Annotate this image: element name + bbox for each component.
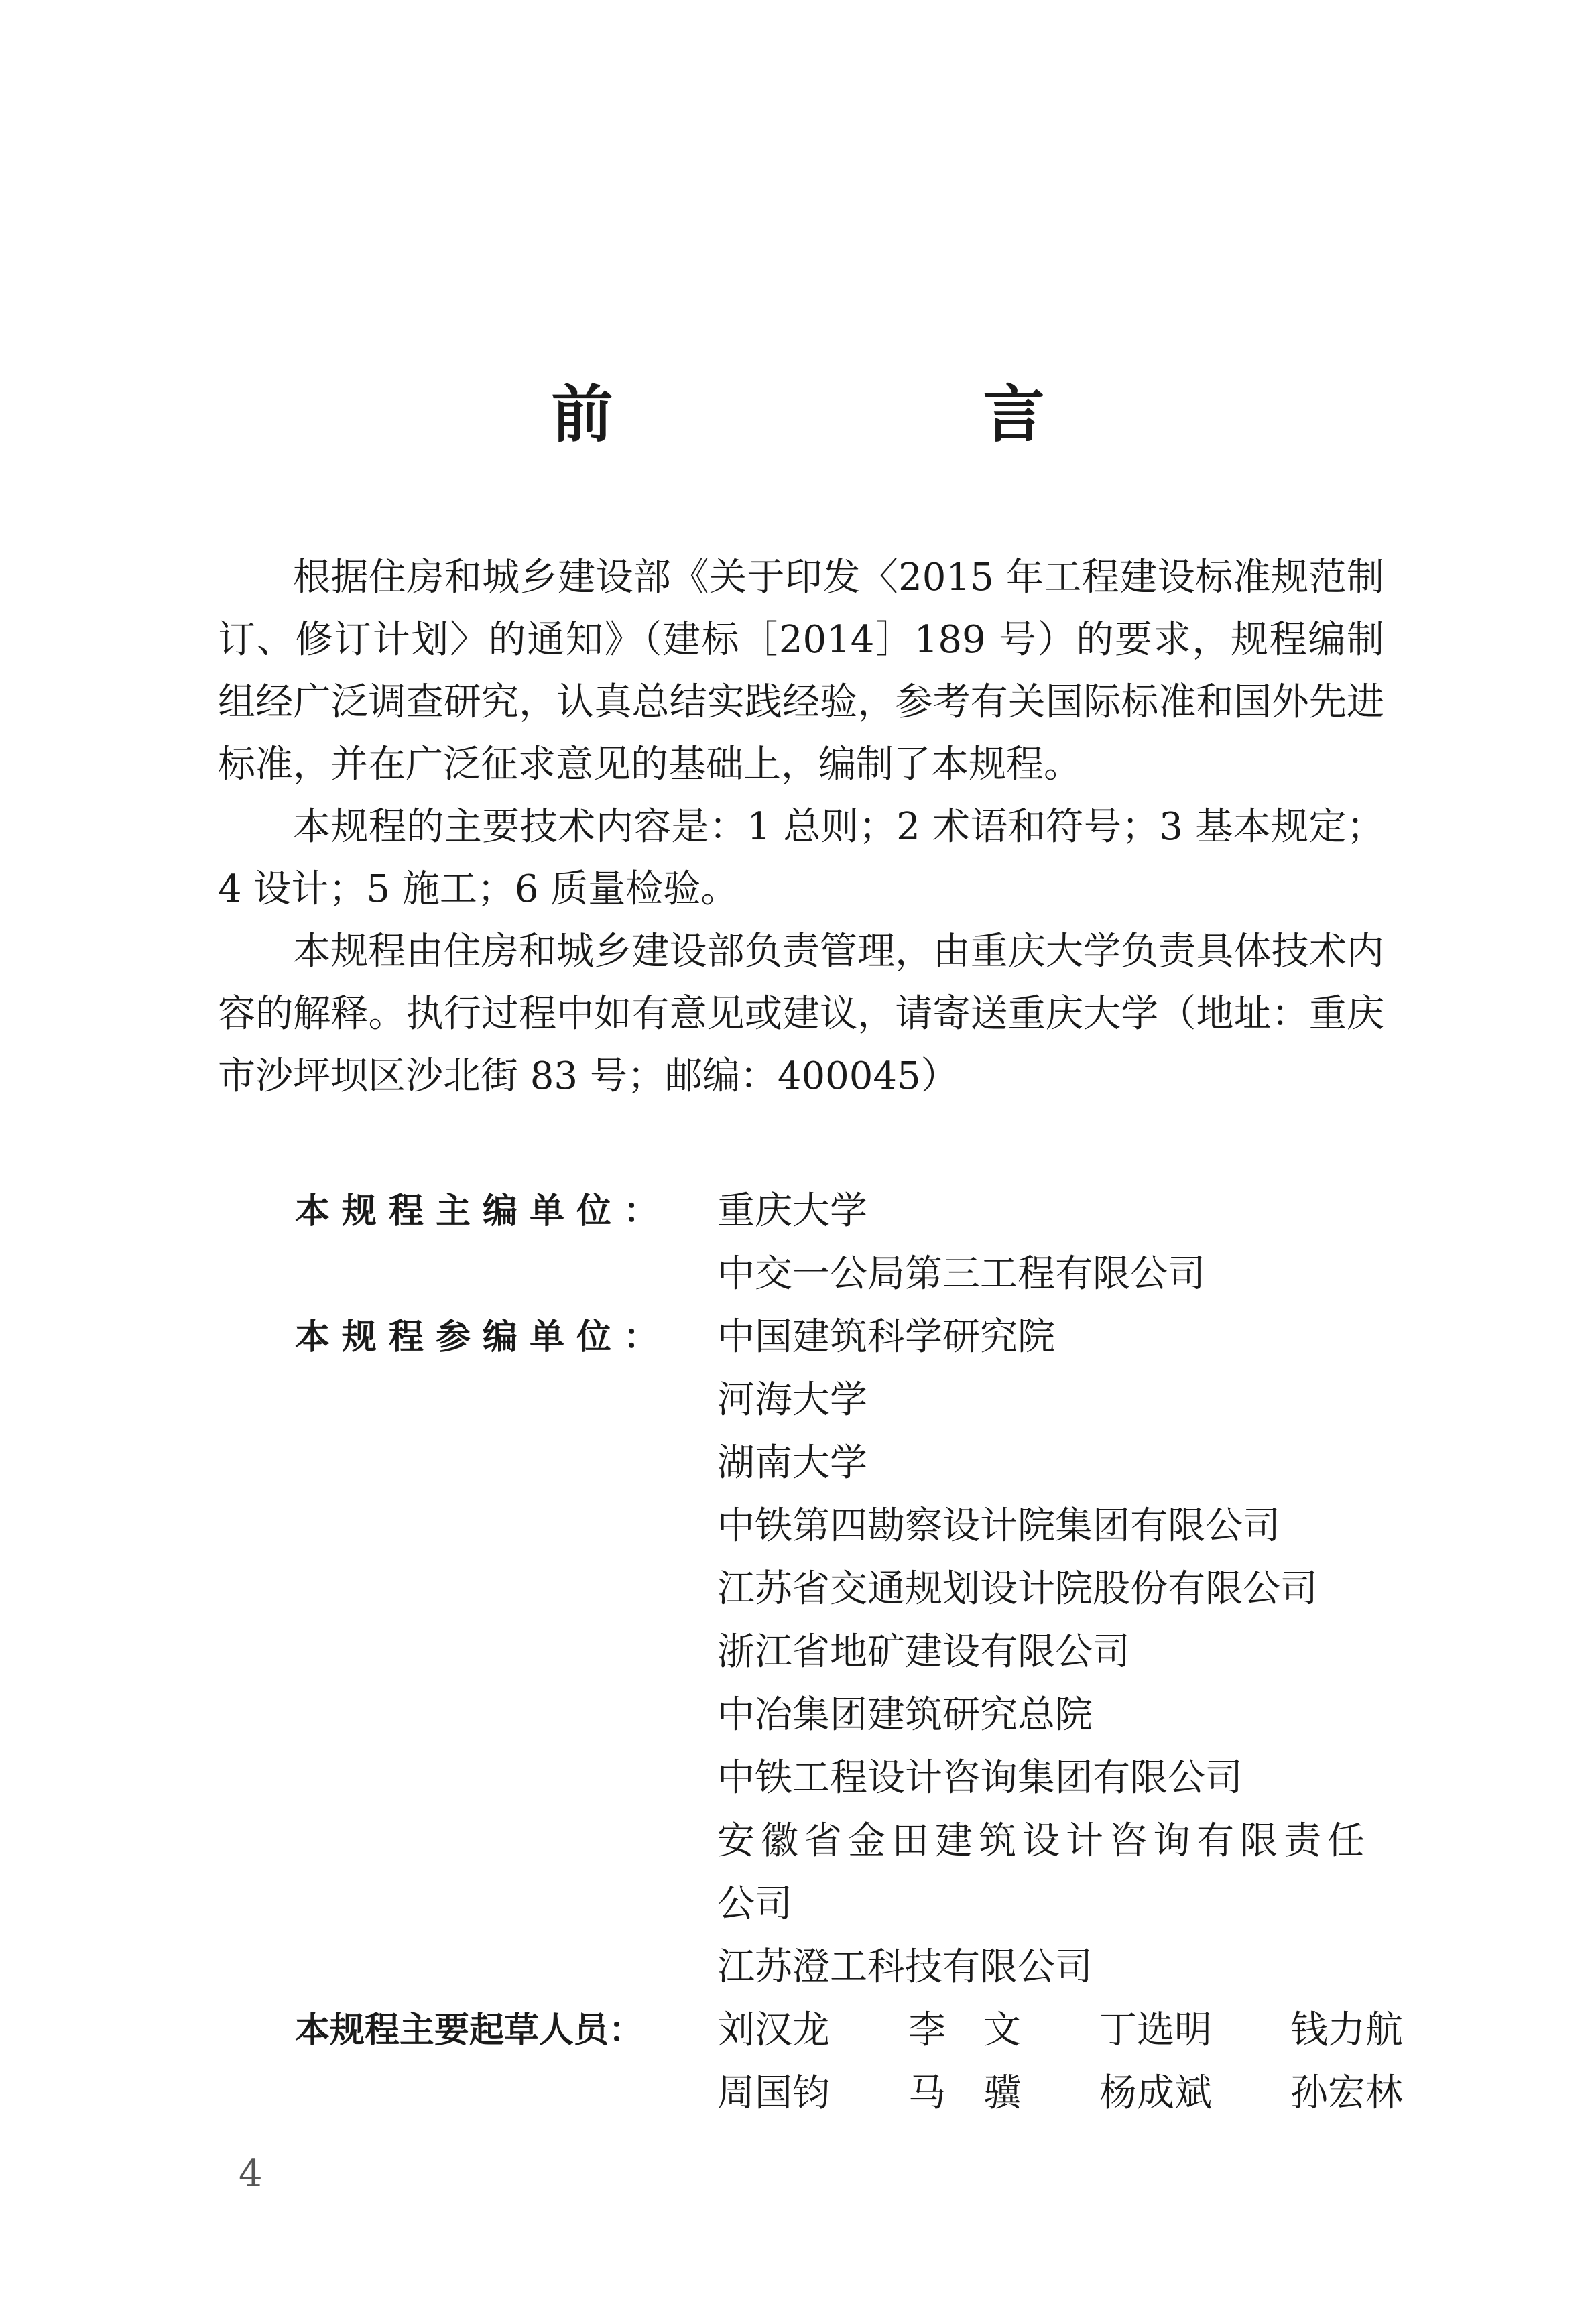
list-item: 公司 — [717, 1882, 792, 1926]
paragraph-contents: 本规程的主要技术内容是：1 总则；2 术语和符号；3 基本规定；4 设计；5 施工；6 质量检验。 — [218, 805, 1384, 911]
participating-units-label: 本规程参编单位： — [295, 1317, 671, 1357]
drafters-group — [218, 1999, 1403, 2125]
drafter-name: 杨成斌 — [1099, 2071, 1212, 2115]
drafter-name: 周国钧 — [717, 2071, 830, 2115]
list-item: 中国建筑科学研究院 — [717, 1315, 1055, 1359]
list-item: 河海大学 — [717, 1378, 867, 1422]
list-item: 安徽省金田建筑设计咨询有限责任 — [717, 1819, 1371, 1863]
list-item: 中冶集团建筑研究总院 — [717, 1693, 1093, 1737]
drafters-row — [717, 1999, 1481, 2062]
participating-units-group — [218, 1306, 1384, 1999]
list-item: 湖南大学 — [717, 1441, 867, 1485]
participating-units-list — [717, 1306, 1384, 1999]
list-item: 中铁第四勘察设计院集团有限公司 — [717, 1504, 1280, 1548]
preface-body — [218, 546, 1384, 1107]
list-item: 重庆大学 — [717, 1189, 867, 1233]
list-item: 中交一公局第三工程有限公司 — [717, 1252, 1205, 1296]
list-item: 江苏澄工科技有限公司 — [717, 1945, 1093, 1989]
units-section — [218, 1180, 1403, 2125]
drafters-label: 本规程主要起草人员： — [295, 2010, 644, 2051]
drafters-list — [717, 1999, 1481, 2125]
drafter-name: 孙宏林 — [1290, 2071, 1403, 2115]
drafters-row — [717, 2062, 1481, 2125]
list-item: 浙江省地矿建设有限公司 — [717, 1630, 1130, 1674]
page-title: 前 言 — [551, 378, 1199, 450]
drafter-name: 李 文 — [908, 2008, 1021, 2052]
drafter-name: 钱力航 — [1290, 2008, 1403, 2052]
chief-units-group — [218, 1180, 1384, 1306]
chief-units-list — [717, 1180, 1384, 1306]
list-item: 中铁工程设计咨询集团有限公司 — [717, 1756, 1243, 1800]
paragraph-management: 本规程由住房和城乡建设部负责管理，由重庆大学负责具体技术内容的解释。执行过程中如有意见或建议，请寄送重庆大学（地址：重庆市沙坪坝区沙北街 83 号；邮编：400045） — [218, 930, 1384, 1098]
list-item: 江苏省交通规划设计院股份有限公司 — [717, 1567, 1318, 1611]
drafter-name: 马 骥 — [908, 2071, 1021, 2115]
drafter-name: 刘汉龙 — [717, 2008, 830, 2052]
drafter-name: 丁选明 — [1099, 2008, 1212, 2052]
chief-units-label: 本规程主编单位： — [295, 1191, 671, 1231]
page-number: 4 — [239, 2152, 263, 2195]
paragraph-basis: 根据住房和城乡建设部《关于印发〈2015 年工程建设标准规范制订、修订计划〉的通知》（建标［2014］189 号）的要求，规程编制组经广泛调查研究，认真总结实践经验，参考有关国际标准和国外先进标准，并在广泛征求意见的基础上，编制了本规程。 — [218, 556, 1385, 786]
